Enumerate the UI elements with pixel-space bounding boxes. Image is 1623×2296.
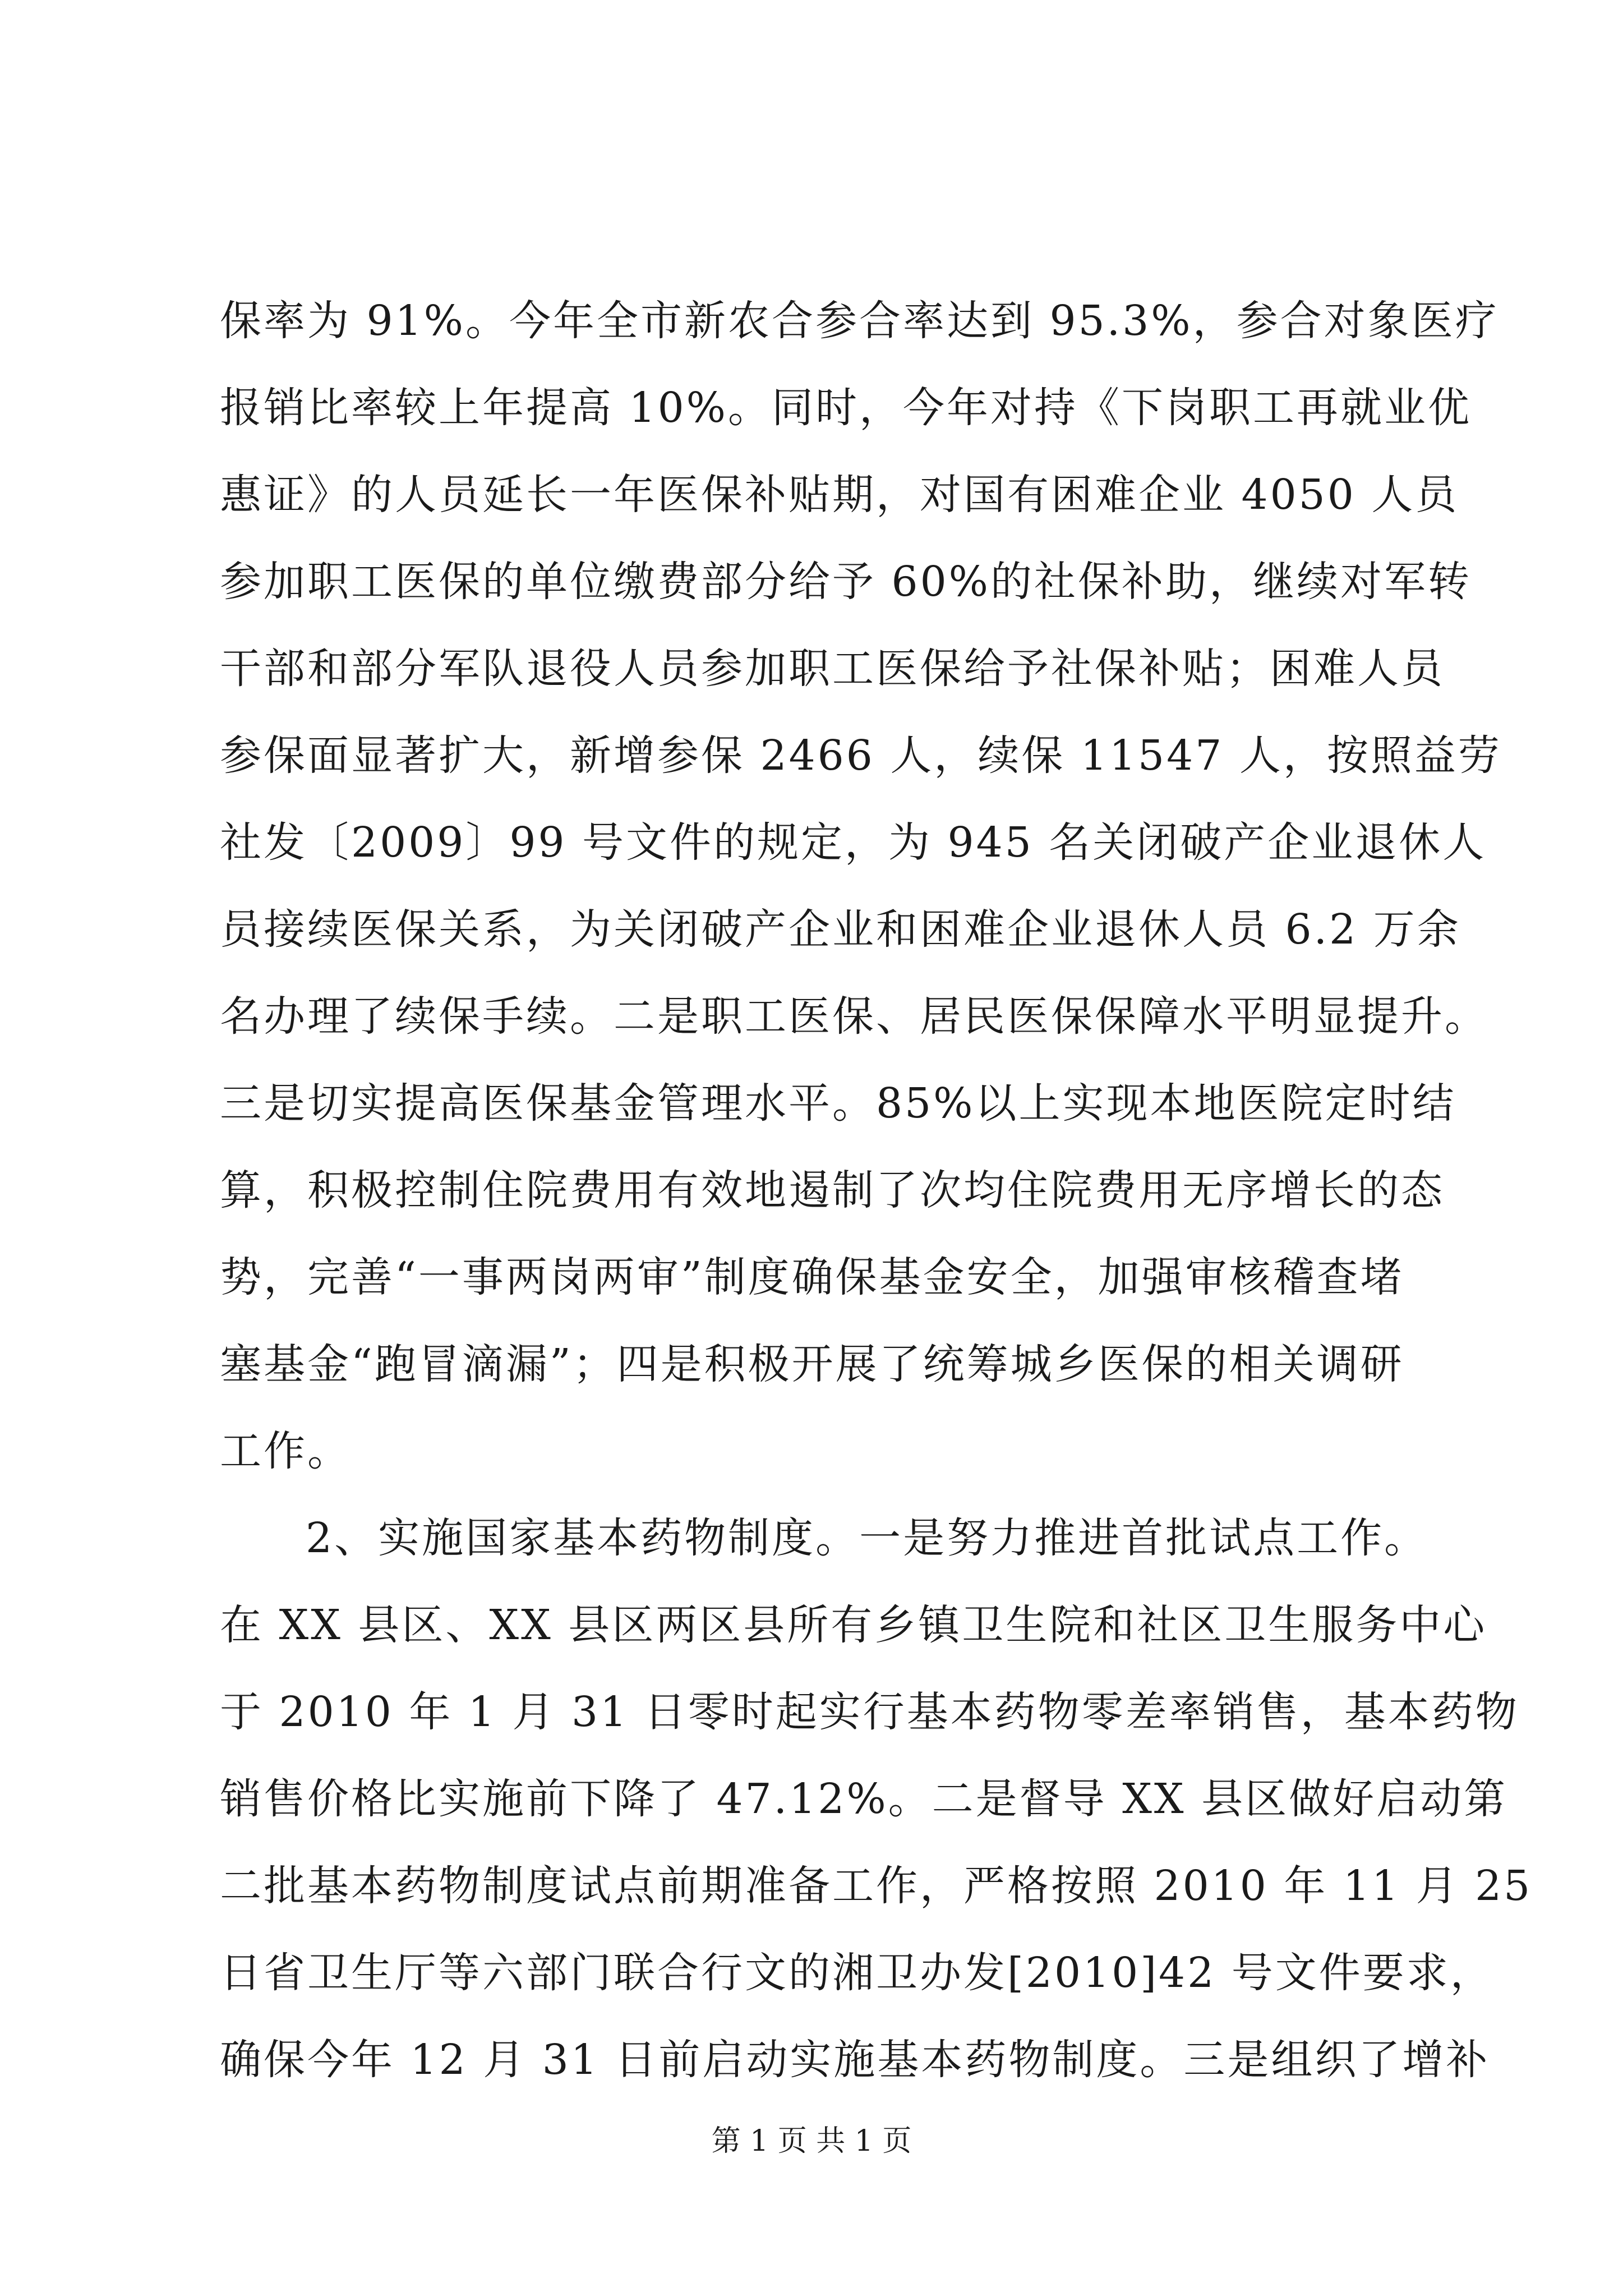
text-line: 塞基金“跑冒滴漏”；四是积极开展了统筹城乡医保的相关调研	[220, 1340, 1404, 1388]
text-line: 惠证》的人员延长一年医保补贴期，对国有困难企业 4050 人员	[220, 471, 1459, 519]
text-line: 工作。	[220, 1427, 351, 1475]
text-line: 算，积极控制住院费用有效地遏制了次均住院费用无序增长的态	[220, 1166, 1445, 1214]
text-line: 势，完善“一事两岗两审”制度确保基金安全，加强审核稽查堵	[220, 1253, 1404, 1301]
text-line: 三是切实提高医保基金管理水平。85%以上实现本地医院定时结	[220, 1079, 1456, 1128]
text-line: 在 XX 县区、XX 县区两区县所有乡镇卫生院和社区卫生服务中心	[220, 1601, 1487, 1649]
text-line: 确保今年 12 月 31 日前启动实施基本药物制度。三是组织了增补	[220, 2036, 1490, 2084]
text-line: 报销比率较上年提高 10%。同时，今年对持《下岗职工再就业优	[220, 384, 1472, 432]
text-line: 二批基本药物制度试点前期准备工作，严格按照 2010 年 11 月 25	[220, 1862, 1533, 1910]
text-line: 参保面显著扩大，新增参保 2466 人，续保 11547 人，按照益劳	[220, 731, 1502, 780]
text-line: 名办理了续保手续。二是职工医保、居民医保保障水平明显提升。	[220, 992, 1488, 1041]
text-line: 日省卫生厅等六部门联合行文的湘卫办发[2010]42 号文件要求，	[220, 1949, 1494, 1997]
text-line: 保率为 91%。今年全市新农合参合率达到 95.3%，参合对象医疗	[220, 297, 1499, 345]
text-line: 干部和部分军队退役人员参加职工医保给予社保补贴；困难人员	[220, 645, 1445, 693]
text-line: 员接续医保关系，为关闭破产企业和困难企业退休人员 6.2 万余	[220, 905, 1461, 954]
page-footer: 第 1 页 共 1 页	[711, 2124, 912, 2158]
text-line: 社发〔2009〕99 号文件的规定，为 945 名关闭破产企业退休人	[220, 818, 1487, 867]
paragraph-first-line: 2、实施国家基本药物制度。一是努力推进首批试点工作。	[306, 1514, 1428, 1562]
text-line: 于 2010 年 1 月 31 日零时起实行基本药物零差率销售，基本药物	[220, 1688, 1519, 1736]
text-line: 参加职工医保的单位缴费部分给予 60%的社保补助，继续对军转	[220, 558, 1472, 606]
text-line: 销售价格比实施前下降了 47.12%。二是督导 XX 县区做好启动第	[220, 1775, 1508, 1823]
